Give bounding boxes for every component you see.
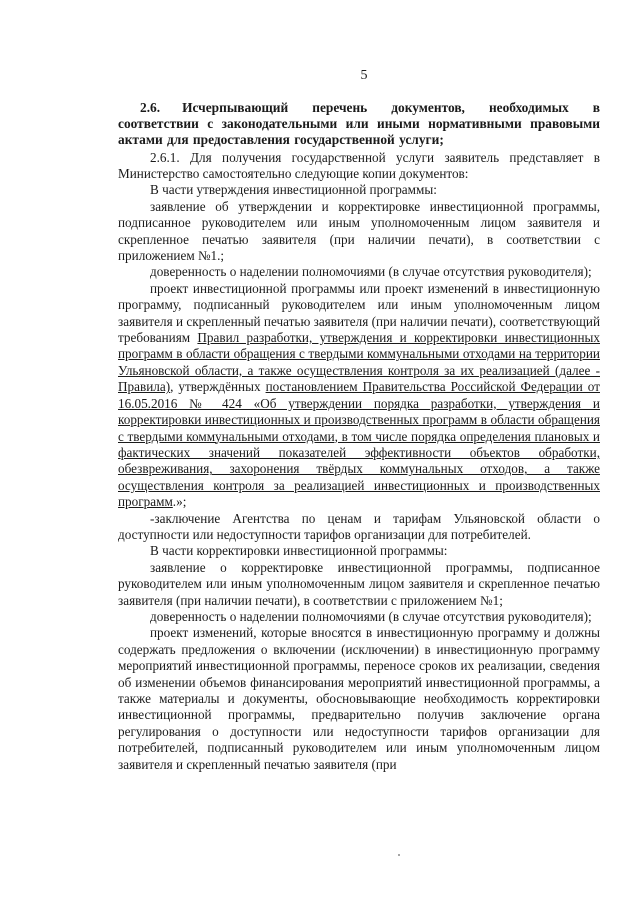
project-text-end: .»; <box>172 494 187 510</box>
page-number: 5 <box>360 68 368 83</box>
paragraph-approval-part: В части утверждения инвестиционной программы: <box>150 182 437 198</box>
paragraph-adjustment-part: В части корректировки инвестиционной программы: <box>150 543 448 559</box>
project-text-start: проект инвестиционной программы или проект изменений в инвестиционную программу, подписанный руководителем или иным уполномоченным лицом заявителя и скрепленный печатью заявителя (при наличии печати), соответствующий требованиям <box>118 280 600 346</box>
paragraph-agency-conclusion: -заключение Агентства по ценам и тарифам Ульяновской области о доступности или недоступности тарифов организации для потребителей. <box>118 510 600 542</box>
paragraph-application: заявление об утверждении и корректировке инвестиционной программы, подписанное руководителем или иным уполномоченным лицом заявителя и скрепленное печатью заявителя (при наличии печати), в соответствии с приложением №1.; <box>118 198 600 264</box>
project-text-middle: , утверждённых <box>170 379 266 395</box>
paragraph-changes-project: проект изменений, которые вносятся в инвестиционную программу и должны содержать предложения о включении (исключении) в инвестиционную программу мероприятий инвестиционной программы, переносе сроков их реализации, сведения об изменении объемов финансирования мероприятий инвестиционной программы, а также материалы и документы, обосновывающие необходимость корректировки инвестиционной программы, предварительно получив заключение органа регулирования о доступности или недоступности тарифов организации для потребителей, подписанный руководителем или иным уполномоченным лицом заявителя и скрепленный печатью заявителя (при <box>118 625 600 772</box>
paragraph-power-of-attorney: доверенность о наделении полномочиями (в случае отсутствия руководителя); <box>150 264 592 280</box>
section-heading <box>118 100 600 149</box>
paragraph-project <box>118 281 600 511</box>
resolution-reference-link: постановлением Правительства Российской Федерации от 16.05.2016 № 424 «Об утверждении порядка разработки, утверждения и корректировки инвестиционных и производственных программ в области обращения с твердыми коммунальными отходами, в том числе порядка определения плановых и фактических значений показателей эффективности объектов обработки, обезвреживания, захоронения твёрдых коммунальных отходов, а также осуществления контроля за реализацией инвестиционных и производственных программ <box>118 379 600 510</box>
paragraph-intro: 2.6.1. Для получения государственной услуги заявитель представляет в Министерство самостоятельно следующие копии документов: <box>118 149 600 182</box>
rules-reference-link: Правил разработки, утверждения и корректировки инвестиционных программ в области обращения с твердыми коммунальными отходами на территории Ульяновской области, а также осуществления контроля за их реализацией (далее - Правила) <box>118 330 600 395</box>
section-number: 2.6. <box>140 100 161 115</box>
paragraph-adjustment-power-of-attorney: доверенность о наделении полномочиями (в случае отсутствия руководителя); <box>150 608 592 624</box>
scan-speck <box>398 854 400 856</box>
paragraph-adjustment-application: заявление о корректировке инвестиционной программы, подписанное руководителем или иным уполномоченным лицом заявителя и скрепленное печатью заявителя (при наличии печати), в соответствии с приложением №1; <box>118 559 600 608</box>
section-title: Исчерпывающий перечень документов, необходимых в соответствии с законодательными или иными нормативными правовыми актами для предоставления государственной услуги; <box>118 100 600 148</box>
